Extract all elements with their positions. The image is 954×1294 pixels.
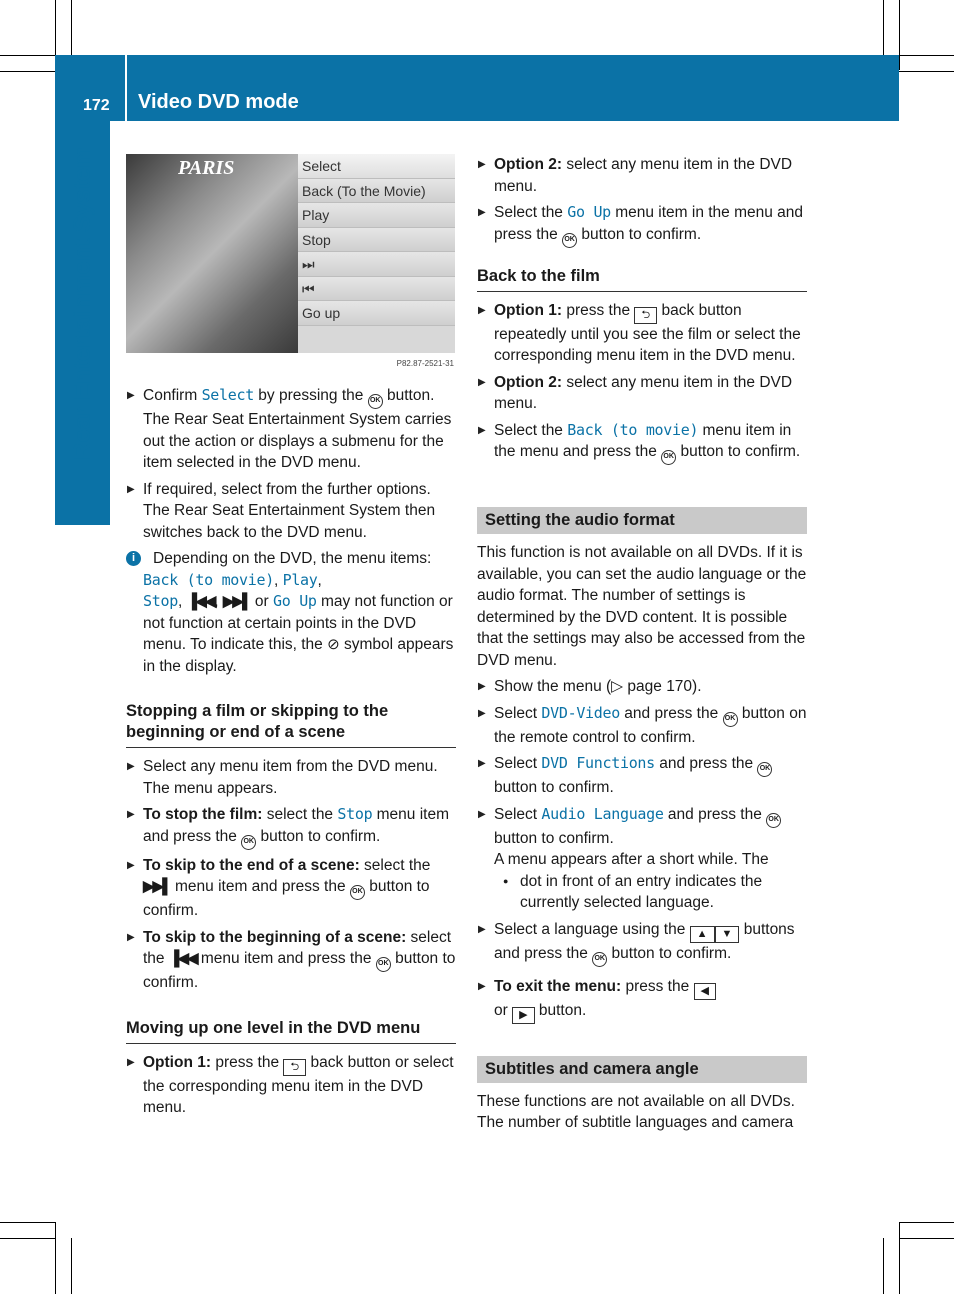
instruction-item: ▶ To exit the menu: press the ◀ or ▶ button.: [477, 976, 807, 1024]
instruction-item: ▶ To skip to the beginning of a scene: select the ▐◀◀ menu item and press the OK button to confirm.: [126, 927, 456, 994]
chapter-label: Rear Entertainment System: [69, 146, 96, 460]
crop-mark: [0, 1222, 55, 1223]
crop-mark: [899, 1222, 954, 1223]
body-paragraph: These functions are not available on all DVDs. The number of subtitle languages and camera: [477, 1092, 795, 1131]
menu-item: Select: [298, 154, 455, 179]
back-button-icon: ⮌: [283, 1059, 306, 1076]
ok-button-icon: OK: [592, 952, 607, 967]
crop-mark: [899, 1222, 900, 1294]
instruction-item: ▶ Select DVD Functions and press the OK button to confirm.: [477, 753, 807, 799]
instruction-item: ▶ Confirm Select by pressing the OK button. The Rear Seat Entertainment System carries out the action or displays a submenu for the item selected in the DVD menu.: [126, 385, 456, 474]
menu-term: Stop: [143, 592, 178, 610]
instruction-item: ▶ To stop the film: select the Stop menu item and press the OK button to confirm.: [126, 804, 456, 850]
crop-mark: [71, 0, 72, 55]
instruction-item: ▶ Select DVD-Video and press the OK button on the remote control to confirm.: [477, 703, 807, 749]
instruction-item: ▶ Option 1: press the ⮌ back button or select the corresponding menu item in the DVD menu.: [126, 1052, 456, 1119]
ok-button-icon: OK: [723, 712, 738, 727]
instruction-item: ▶ Select a language using the ▲ ▼ buttons and press the OK button to confirm.: [477, 919, 807, 967]
menu-item: Stop: [298, 228, 455, 253]
instruction-item: ▶ Option 2: select any menu item in the DVD menu.: [477, 154, 807, 197]
body-paragraph: This function is not available on all DVDs. If it is available, you can set the audio language or the audio format. The number of settings is determined by the DVD content. It is possible that the settings may also be accessed from the DVD menu.: [477, 544, 807, 669]
crop-mark: [899, 1238, 954, 1239]
info-note: i Depending on the DVD, the menu items: Back (to movie), Play, Stop, ▐◀◀, ▶▶▌ or Go Up may not function or not function at certain points in the DVD menu. To indicate this, the ⊘ symbol appears in the display.: [126, 548, 456, 677]
menu-item: Go up: [298, 301, 455, 326]
menu-item: ⏮: [298, 277, 455, 302]
right-column: [477, 154, 807, 1134]
instruction-item: ▶ Select the Go Up menu item in the menu and press the OK button to confirm.: [477, 202, 807, 248]
ok-button-icon: OK: [350, 885, 365, 900]
menu-item: Back (To the Movie): [298, 179, 455, 204]
ok-button-icon: OK: [766, 813, 781, 828]
map-image: [126, 154, 298, 353]
instruction-item: ▶ Select the Back (to movie) menu item in the menu and press the OK button to confirm.: [477, 420, 807, 466]
left-column: [126, 154, 456, 1119]
dvd-menu-screenshot: [126, 154, 455, 353]
menu-term: Stop: [337, 805, 373, 823]
prohibited-icon: ⊘: [327, 636, 340, 653]
crop-mark: [899, 0, 900, 70]
right-arrow-icon: ▶: [512, 1007, 534, 1024]
menu-term: Select: [201, 386, 254, 404]
ok-button-icon: OK: [757, 762, 772, 777]
section-bar-heading: Setting the audio format: [477, 507, 807, 534]
section-heading: Stopping a film or skipping to the beginning or end of a scene: [126, 701, 456, 748]
menu-term: DVD-Video: [541, 703, 620, 722]
menu-term: Play: [282, 570, 318, 589]
ok-button-icon: OK: [661, 450, 676, 465]
skip-back-icon: ▐◀◀: [168, 950, 197, 967]
crop-mark: [0, 55, 55, 56]
crop-mark: [0, 1238, 55, 1239]
page-header: [55, 55, 899, 121]
ok-button-icon: OK: [376, 957, 391, 972]
menu-term: Back (to movie): [567, 420, 699, 439]
crop-mark: [899, 55, 954, 56]
instruction-item: ▶ Show the menu (▷ page 170).: [477, 676, 807, 698]
crop-mark: [899, 71, 954, 72]
header-divider: [125, 55, 127, 121]
skip-forward-icon: ▶▶▌: [143, 878, 171, 895]
menu-item: Play: [298, 203, 455, 228]
skip-forward-icon: ▶▶▌: [222, 593, 251, 610]
instruction-item: ▶ Option 2: select any menu item in the DVD menu.: [477, 372, 807, 415]
menu-term: Go Up: [567, 203, 611, 221]
instruction-item: ▶ Select any menu item from the DVD menu. The menu appears.: [126, 756, 456, 799]
menu-term: DVD Functions: [541, 754, 655, 772]
skip-back-icon: ▐◀◀: [186, 593, 215, 610]
instruction-item: ▶ If required, select from the further options. The Rear Seat Entertainment System then switches back to the DVD menu.: [126, 479, 456, 544]
down-arrow-icon: ▼: [715, 926, 740, 943]
crop-mark: [883, 0, 884, 55]
image-caption: P82.87-2521-31: [396, 359, 454, 368]
crop-mark: [883, 1238, 884, 1294]
ok-button-icon: OK: [241, 835, 256, 850]
up-arrow-icon: ▲: [690, 926, 715, 943]
menu-term: Go Up: [273, 592, 317, 610]
menu-term: Audio Language: [541, 804, 664, 823]
crop-mark: [0, 71, 55, 72]
back-button-icon: ⮌: [634, 307, 657, 324]
instruction-item: ▶ To skip to the end of a scene: select the ▶▶▌ menu item and press the OK button to confirm.: [126, 855, 456, 922]
section-heading: Moving up one level in the DVD menu: [126, 1018, 456, 1044]
crop-mark: [71, 1238, 72, 1294]
map-title: PARIS: [178, 157, 235, 179]
menu-term: Back (to movie): [143, 570, 274, 589]
ok-button-icon: OK: [562, 233, 577, 248]
section-heading: Back to the film: [477, 266, 807, 292]
left-arrow-icon: ◀: [694, 983, 716, 1000]
selected-dot-note: ● dot in front of an entry indicates the currently selected language.: [494, 871, 807, 914]
page-title: Video DVD mode: [138, 91, 299, 113]
menu-item: ⏭: [298, 252, 455, 277]
ok-button-icon: OK: [368, 394, 383, 409]
instruction-item: ▶ Option 1: press the ⮌ back button repeatedly until you see the film or select the corresponding menu item in the DVD menu.: [477, 300, 807, 367]
info-icon: i: [126, 551, 141, 566]
page-number: 172: [83, 97, 110, 114]
instruction-item: ▶ Select Audio Language and press the OK button to confirm. A menu appears after a short while. The ● dot in front of an entry indicates the currently selected language.: [477, 804, 807, 914]
dvd-menu: [298, 154, 455, 353]
crop-mark: [55, 1222, 56, 1294]
section-bar-heading: Subtitles and camera angle: [477, 1056, 807, 1083]
